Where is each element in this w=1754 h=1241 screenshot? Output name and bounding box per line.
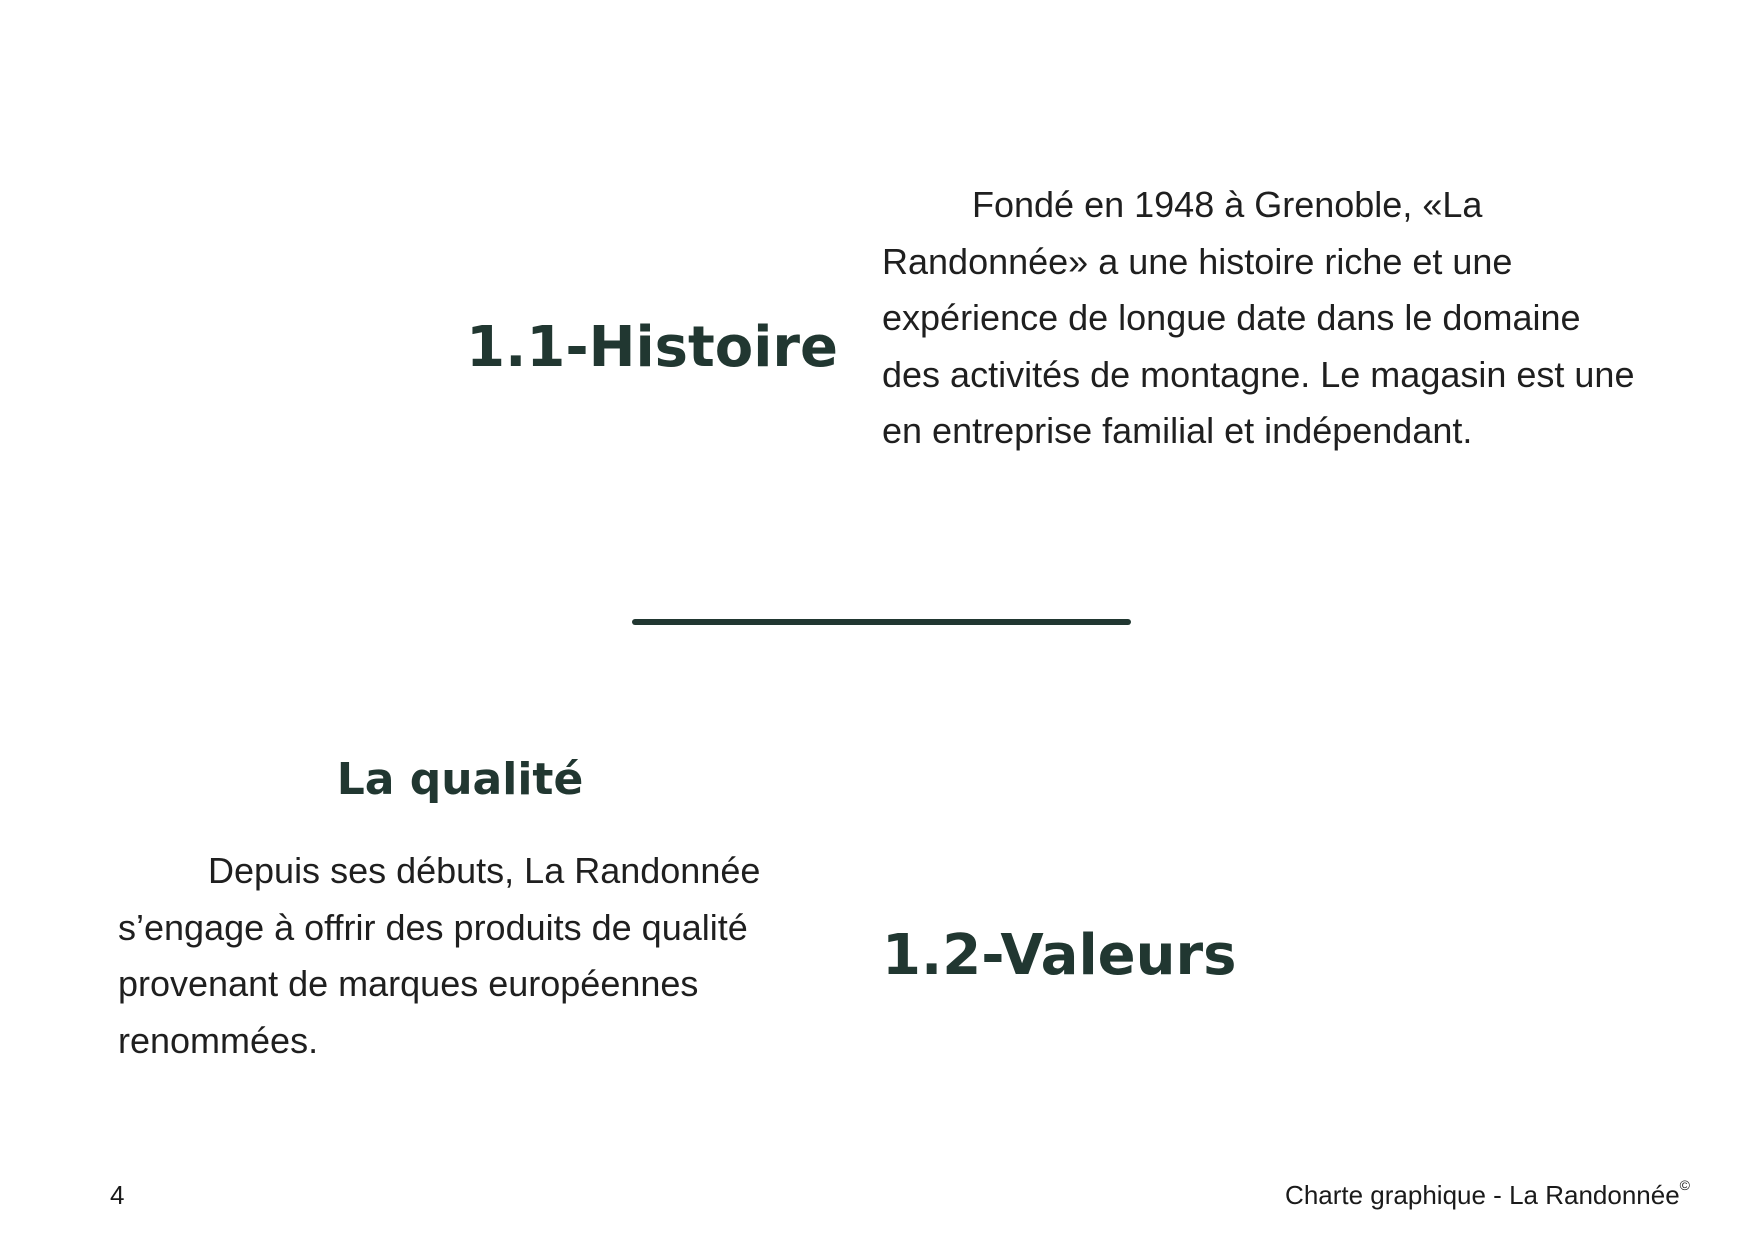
section-heading-histoire: 1.1-Histoire: [466, 315, 838, 380]
section-divider: [632, 619, 1131, 625]
histoire-paragraph: Fondé en 1948 à Grenoble, «La Randonnée» a une histoire riche et une expérience de longue date dans le domaine des activités de montagne. Le magasin est une en entreprise familial et indépendant.: [882, 184, 1635, 451]
section-heading-valeurs: 1.2-Valeurs: [882, 923, 1237, 988]
subsection-heading-qualite: La qualité: [336, 754, 584, 805]
footer-title-text: Charte graphique - La Randonnée: [1285, 1180, 1680, 1210]
page-number: 4: [110, 1180, 125, 1210]
copyright-mark: ©: [1679, 1177, 1690, 1193]
footer-document-title: [1285, 1177, 1690, 1210]
qualite-paragraph: Depuis ses débuts, La Randonnée s’engage à offrir des produits de qualité provenant de marques européennes renommées.: [118, 850, 761, 1061]
